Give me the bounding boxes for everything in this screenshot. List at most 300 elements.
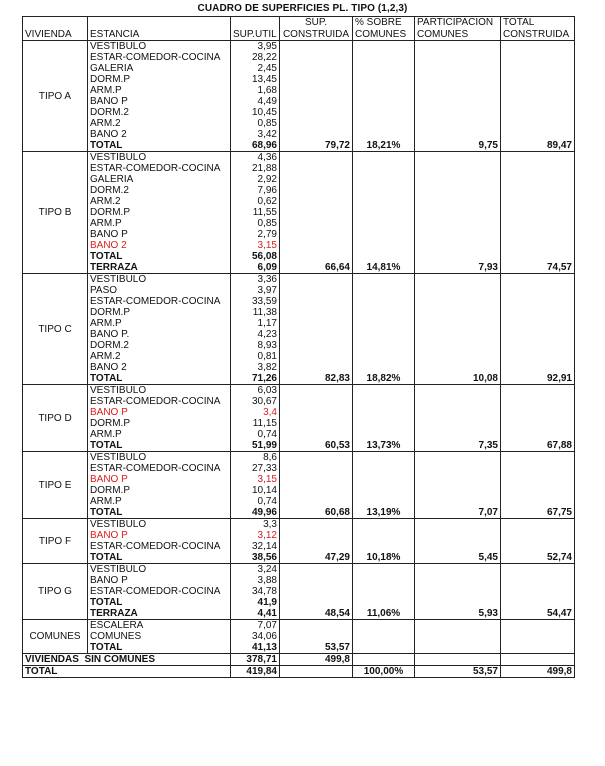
total-construida-cell [501,251,575,262]
sup-util-cell: 6,03 [231,385,280,397]
sup-util-cell: 0,74 [231,496,280,507]
estancia-cell: TOTAL [88,140,231,152]
pct-comunes-cell [353,541,415,552]
pct-comunes-cell [353,52,415,63]
sup-util-cell: 56,08 [231,251,280,262]
table-row [23,129,575,140]
sup-util-cell: 4,23 [231,329,280,340]
sup-construida-cell [280,152,353,164]
pct-comunes-cell [353,362,415,373]
table-row [23,185,575,196]
footer-row [23,666,575,678]
participacion-cell [415,63,501,74]
total-construida-cell: 67,88 [501,440,575,452]
footer-pct [353,654,415,666]
total-construida-cell [501,152,575,164]
sup-util-cell: 3,15 [231,474,280,485]
sup-construida-cell [280,575,353,586]
total-row [23,608,575,620]
pct-comunes-cell [353,240,415,251]
sup-construida-cell [280,285,353,296]
pct-comunes-cell [353,463,415,474]
pct-comunes-cell [353,485,415,496]
table-row [23,620,575,632]
table-row [23,118,575,129]
sup-util-cell: 7,07 [231,620,280,632]
estancia-cell: GALERIA [88,174,231,185]
participacion-cell [415,340,501,351]
footer-total [501,654,575,666]
sup-construida-cell [280,620,353,632]
pct-comunes-cell [353,318,415,329]
sup-construida-cell [280,597,353,608]
estancia-cell: GALERIA [88,63,231,74]
sup-util-cell: 68,96 [231,140,280,152]
header-estancia: ESTANCIA [88,17,231,41]
total-construida-cell [501,620,575,632]
participacion-cell [415,597,501,608]
estancia-cell: TERRAZA [88,262,231,274]
pct-comunes-cell [353,631,415,642]
table-row [23,564,575,576]
footer-label: VIVIENDAS SIN COMUNES [23,654,231,666]
sup-construida-cell [280,586,353,597]
pct-comunes-cell [353,251,415,262]
table-row [23,463,575,474]
vivienda-cell: TIPO A [23,41,88,152]
pct-comunes-cell [353,207,415,218]
footer-construida [280,666,353,678]
total-construida-cell [501,485,575,496]
table-row [23,85,575,96]
total-construida-cell [501,107,575,118]
pct-comunes-cell [353,41,415,53]
sup-util-cell: 51,99 [231,440,280,452]
sup-util-cell: 11,15 [231,418,280,429]
sup-construida-cell [280,251,353,262]
participacion-cell [415,396,501,407]
sup-construida-cell: 66,64 [280,262,353,274]
pct-comunes-cell [353,174,415,185]
sup-util-cell: 7,96 [231,185,280,196]
sup-construida-cell [280,274,353,286]
sup-construida-cell [280,74,353,85]
header-pct-comunes-line2: COMUNES [355,28,407,40]
total-row [23,507,575,519]
participacion-cell [415,564,501,576]
sup-util-cell: 3,95 [231,41,280,53]
total-construida-cell [501,85,575,96]
sup-construida-cell [280,452,353,464]
table-row [23,396,575,407]
participacion-cell [415,530,501,541]
estancia-cell: ARM.P [88,318,231,329]
participacion-cell [415,474,501,485]
vivienda-cell: COMUNES [23,620,88,654]
header-total-construida-line1: TOTAL [503,17,535,28]
sup-util-cell: 3,82 [231,362,280,373]
pct-comunes-cell [353,407,415,418]
pct-comunes-cell: 11,06% [353,608,415,620]
sup-util-cell: 41,9 [231,597,280,608]
vivienda-cell: TIPO G [23,564,88,620]
sup-util-cell: 3,24 [231,564,280,576]
total-construida-cell [501,407,575,418]
sup-construida-cell: 60,68 [280,507,353,519]
sup-construida-cell [280,631,353,642]
sup-util-cell: 3,4 [231,407,280,418]
total-construida-cell [501,296,575,307]
sup-util-cell: 28,22 [231,52,280,63]
pct-comunes-cell [353,620,415,632]
total-row [23,373,575,385]
participacion-cell [415,207,501,218]
sup-construida-cell [280,207,353,218]
sup-util-cell: 0,85 [231,118,280,129]
estancia-cell: ESTAR-COMEDOR-COCINA [88,163,231,174]
total-construida-cell: 67,75 [501,507,575,519]
total-construida-cell [501,452,575,464]
pct-comunes-cell [353,85,415,96]
sup-util-cell: 2,92 [231,174,280,185]
total-construida-cell [501,530,575,541]
sup-construida-cell [280,52,353,63]
table-row [23,207,575,218]
participacion-cell [415,463,501,474]
estancia-cell: BAÑO 2 [88,240,231,251]
vivienda-cell: TIPO F [23,519,88,564]
participacion-cell [415,196,501,207]
estancia-cell: ESTAR-COMEDOR-COCINA [88,296,231,307]
sup-util-cell: 8,93 [231,340,280,351]
total-construida-cell [501,418,575,429]
table-row [23,586,575,597]
estancia-cell: VESTIBULO [88,452,231,464]
participacion-cell [415,631,501,642]
estancia-cell: BAÑO 2 [88,362,231,373]
participacion-cell [415,274,501,286]
header-participacion [415,17,501,41]
sup-util-cell: 2,79 [231,229,280,240]
sup-util-cell: 34,78 [231,586,280,597]
total-construida-cell [501,329,575,340]
table-row [23,152,575,164]
table-row [23,174,575,185]
estancia-cell: DORM.2 [88,185,231,196]
estancia-cell: ARM.2 [88,196,231,207]
sup-util-cell: 32,14 [231,541,280,552]
sup-construida-cell [280,196,353,207]
footer-pct: 100,00% [353,666,415,678]
participacion-cell: 9,75 [415,140,501,152]
participacion-cell [415,174,501,185]
table-row [23,530,575,541]
sup-util-cell: 1,17 [231,318,280,329]
estancia-cell: TOTAL [88,642,231,654]
total-construida-cell [501,318,575,329]
total-construida-cell: 89,47 [501,140,575,152]
table-row [23,96,575,107]
estancia-cell: VESTIBULO [88,274,231,286]
sup-util-cell: 0,85 [231,218,280,229]
estancia-cell: VESTIBULO [88,41,231,53]
pct-comunes-cell [353,564,415,576]
sup-construida-cell: 53,57 [280,642,353,654]
pct-comunes-cell [353,597,415,608]
sup-construida-cell [280,307,353,318]
sup-construida-cell [280,229,353,240]
pct-comunes-cell [353,63,415,74]
sup-construida-cell [280,463,353,474]
sup-util-cell: 3,36 [231,274,280,286]
total-construida-cell [501,496,575,507]
estancia-cell: VESTIBULO [88,564,231,576]
footer-sup-util: 419,84 [231,666,280,678]
table-row [23,429,575,440]
sup-construida-cell: 79,72 [280,140,353,152]
vivienda-cell: TIPO E [23,452,88,519]
participacion-cell [415,351,501,362]
participacion-cell [415,307,501,318]
participacion-cell [415,218,501,229]
estancia-cell: ARM.2 [88,118,231,129]
sup-util-cell: 11,38 [231,307,280,318]
total-construida-cell [501,63,575,74]
estancia-cell: TOTAL [88,507,231,519]
table-row [23,240,575,251]
sup-util-cell: 4,41 [231,608,280,620]
total-construida-cell [501,586,575,597]
total-row [23,440,575,452]
participacion-cell [415,586,501,597]
vivienda-cell: TIPO B [23,152,88,274]
footer-construida: 499,8 [280,654,353,666]
sup-util-cell: 1,68 [231,85,280,96]
participacion-cell [415,318,501,329]
total-construida-cell [501,207,575,218]
sup-construida-cell [280,174,353,185]
pct-comunes-cell: 10,18% [353,552,415,564]
estancia-cell: ESTAR-COMEDOR-COCINA [88,52,231,63]
total-construida-cell [501,396,575,407]
total-row [23,251,575,262]
estancia-cell: TOTAL [88,597,231,608]
participacion-cell [415,429,501,440]
estancia-cell: DORM.2 [88,340,231,351]
table-row [23,385,575,397]
sup-construida-cell [280,107,353,118]
total-construida-cell [501,463,575,474]
total-construida-cell [501,74,575,85]
estancia-cell: TOTAL [88,373,231,385]
total-construida-cell [501,118,575,129]
pct-comunes-cell [353,429,415,440]
total-construida-cell [501,564,575,576]
pct-comunes-cell [353,496,415,507]
header-pct-comunes-line1: % SOBRE [355,17,402,28]
sup-util-cell: 38,56 [231,552,280,564]
participacion-cell [415,41,501,53]
table-row [23,318,575,329]
sup-construida-cell [280,185,353,196]
pct-comunes-cell [353,163,415,174]
total-row [23,642,575,654]
pct-comunes-cell [353,474,415,485]
sup-util-cell: 3,12 [231,530,280,541]
estancia-cell: ARM.2 [88,351,231,362]
header-sup-construida-line2: CONSTRUIDA [282,28,350,40]
sup-construida-cell [280,496,353,507]
estancia-cell: DORM.P [88,485,231,496]
total-construida-cell [501,631,575,642]
total-construida-cell: 54,47 [501,608,575,620]
pct-comunes-cell [353,418,415,429]
sup-util-cell: 0,74 [231,429,280,440]
total-construida-cell [501,163,575,174]
estancia-cell: ARM.P [88,496,231,507]
sup-construida-cell [280,385,353,397]
table-row [23,307,575,318]
participacion-cell [415,496,501,507]
participacion-cell [415,85,501,96]
sup-construida-cell [280,362,353,373]
total-construida-cell: 74,57 [501,262,575,274]
estancia-cell: ARM.P [88,218,231,229]
total-construida-cell [501,307,575,318]
table-row [23,418,575,429]
estancia-cell: BAÑO P [88,96,231,107]
header-total-construida-line2: CONSTRUIDA [503,28,570,40]
estancia-cell: DORM.P [88,307,231,318]
total-construida-cell [501,218,575,229]
table-row [23,229,575,240]
pct-comunes-cell [353,218,415,229]
participacion-cell [415,74,501,85]
sup-util-cell: 4,36 [231,152,280,164]
pct-comunes-cell [353,452,415,464]
sup-construida-cell [280,118,353,129]
estancia-cell: BAÑO P [88,407,231,418]
sup-construida-cell [280,485,353,496]
pct-comunes-cell [353,274,415,286]
participacion-cell: 7,35 [415,440,501,452]
footer-label: TOTAL [23,666,231,678]
participacion-cell: 10,08 [415,373,501,385]
estancia-cell: TOTAL [88,251,231,262]
sup-util-cell: 3,3 [231,519,280,531]
pct-comunes-cell [353,107,415,118]
sup-util-cell: 71,26 [231,373,280,385]
footer-total: 499,8 [501,666,575,678]
sup-util-cell: 13,45 [231,74,280,85]
estancia-cell: DORM.P [88,74,231,85]
estancia-cell: ESTAR-COMEDOR-COCINA [88,586,231,597]
total-construida-cell [501,541,575,552]
estancia-cell: PASO [88,285,231,296]
header-total-construida [501,17,575,41]
sup-util-cell: 33,59 [231,296,280,307]
estancia-cell: ESCALERA [88,620,231,632]
pct-comunes-cell: 14,81% [353,262,415,274]
participacion-cell [415,541,501,552]
total-construida-cell [501,385,575,397]
total-row [23,262,575,274]
total-row [23,552,575,564]
sup-construida-cell [280,519,353,531]
participacion-cell: 7,93 [415,262,501,274]
surfaces-table [22,16,575,678]
document-title: CUADRO DE SUPERFICIES PL. TIPO (1,2,3) [197,3,408,14]
participacion-cell [415,485,501,496]
pct-comunes-cell [353,296,415,307]
total-construida-cell [501,597,575,608]
pct-comunes-cell: 13,19% [353,507,415,519]
estancia-cell: BAÑO 2 [88,129,231,140]
footer-participacion [415,654,501,666]
table-row [23,541,575,552]
header-row [23,17,575,41]
sup-construida-cell [280,240,353,251]
header-participacion-line2: COMUNES [417,28,469,40]
participacion-cell: 5,93 [415,608,501,620]
total-construida-cell [501,229,575,240]
sup-construida-cell [280,474,353,485]
sup-construida-cell: 47,29 [280,552,353,564]
pct-comunes-cell [353,196,415,207]
sup-util-cell: 34,06 [231,631,280,642]
estancia-cell: ARM.P [88,429,231,440]
participacion-cell: 5,45 [415,552,501,564]
table-row [23,52,575,63]
estancia-cell: ESTAR-COMEDOR-COCINA [88,463,231,474]
sup-util-cell: 10,14 [231,485,280,496]
sup-construida-cell [280,418,353,429]
pct-comunes-cell [353,575,415,586]
estancia-cell: DORM.P [88,418,231,429]
estancia-cell: COMUNES [88,631,231,642]
sup-construida-cell [280,218,353,229]
participacion-cell [415,129,501,140]
table-row [23,329,575,340]
participacion-cell [415,452,501,464]
sup-construida-cell [280,564,353,576]
participacion-cell [415,296,501,307]
estancia-cell: DORM.P [88,207,231,218]
total-construida-cell [501,196,575,207]
table-row [23,296,575,307]
sup-construida-cell [280,163,353,174]
participacion-cell [415,152,501,164]
sup-util-cell: 4,49 [231,96,280,107]
sup-construida-cell [280,541,353,552]
total-construida-cell [501,642,575,654]
sup-construida-cell [280,340,353,351]
pct-comunes-cell [353,329,415,340]
total-construida-cell: 52,74 [501,552,575,564]
total-construida-cell [501,41,575,53]
table-row [23,63,575,74]
participacion-cell [415,96,501,107]
pct-comunes-cell [353,307,415,318]
estancia-cell: BAÑO P [88,530,231,541]
pct-comunes-cell [353,185,415,196]
participacion-cell [415,385,501,397]
pct-comunes-cell [353,396,415,407]
estancia-cell: DORM.2 [88,107,231,118]
pct-comunes-cell [353,519,415,531]
table-row [23,274,575,286]
sup-construida-cell [280,96,353,107]
